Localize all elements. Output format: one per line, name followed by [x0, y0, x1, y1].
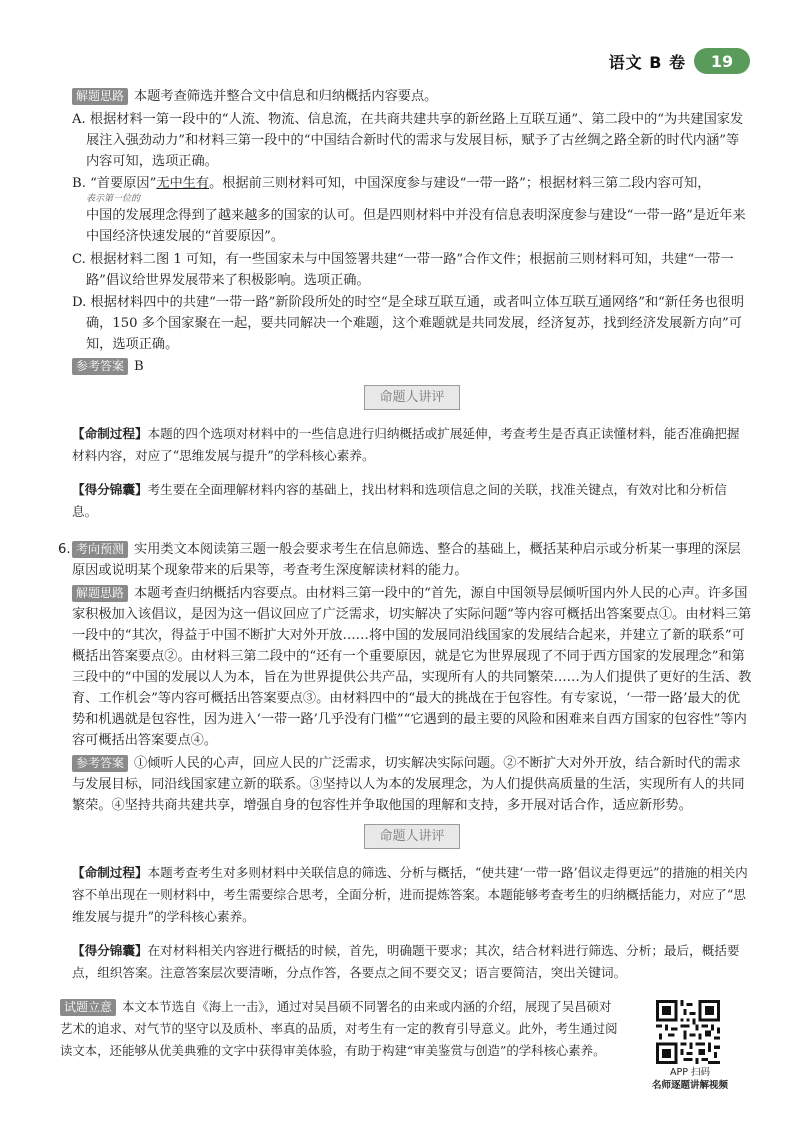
q5-option-b-underlined: 无中生有 — [156, 176, 210, 191]
q5-option-d: D. 根据材料四中的共建“一带一路”新阶段所处的时空“是全球互联互通，或者叫立体互联互通网络”和“新任务也很明确，150 多个国家聚在一起，要共同解决一个难题，这个难题就是共同发展，经济复苏，找到经济发展新方向”可知，选项正确。 — [72, 295, 745, 352]
q5-option-b-rest: 。根据前三则材料可知，中国深度参与建设“一带一路”；根据材料三第二段内容可知， — [209, 176, 711, 191]
q5-analysis-text: 本题考查筛选并整合文中信息和归纳概括内容要点。 — [134, 89, 438, 104]
q5-answer — [72, 356, 752, 377]
qr-caption-line1: APP 扫码 — [670, 1067, 710, 1078]
q6-analysis-text: 本题考查归纳概括内容要点。由材料三第一段中的“首先，源自中国领导层倾听国内外人民的心声。许多国家积极加入该倡议，是因为这一倡议回应了广泛需求，切实解决了实际问题”等内容可概括出答案要点①。由材料三第一段中的“其次，得益于中国不断扩大对外开放……将中国的发展同沿线国家的发展结合起来，并建立了新的联系”可概括出答案要点②。由材料三第二段中的“还有一个重要原因，就是它为世界展现了不同于西方国家的发展理念”和第三段中的“中国的发展以人为本，旨在为世界提供公共产品，实现所有人的共同繁荣……为人们提供了更好的生活、教育、工作机会”等内容可概括出答案要点③。由材料四中的“最大的挑战在于包容性。有专家说，‘一带一路’最大的优势和机遇就是包容性，因为进入‘一带一路’几乎没有门槛”“它遇到的最主要的风险和困难来自西方国家的包容性”等内容可概括出答案要点④。 — [72, 586, 752, 749]
intent-tag: 试题立意 — [60, 999, 116, 1016]
qr-caption — [630, 1066, 750, 1092]
page-header — [609, 48, 750, 74]
q6-number: 6. — [58, 542, 71, 558]
book-title: 语文 B 卷 — [608, 52, 686, 72]
q6-predict-tag: 考向预测 — [72, 541, 128, 558]
q5-review-banner — [72, 385, 752, 410]
q5-process-text: 本题的四个选项对材料中的一些信息进行归纳概括或扩展延伸，考查考生是否真正读懂材料，能否准确把握材料内容，对应了“思维发展与提升”的学科核心素养。 — [72, 425, 740, 463]
q6-tips-label: 【得分锦囊】 — [72, 943, 148, 959]
q5-process-label: 【命制过程】 — [72, 425, 148, 441]
main-content — [58, 86, 752, 986]
handwritten-note: 表示第一位的 — [86, 194, 141, 204]
q5-option-b-cont: 中国的发展理念得到了越来越多的国家的认可。但是四则材料中并没有信息表明深度参与建设“一带一路”是近年来中国经济快速发展的“首要原因”。 — [86, 208, 746, 244]
q5-option-c: C. 根据材料二图 1 可知，有一些国家未与中国签署共建“一带一路”合作文件；根据前三则材料可知，共建“一带一路”倡议给世界发展带来了积极影响。选项正确。 — [72, 252, 734, 288]
q5-analysis-tag: 解题思路 — [72, 88, 128, 105]
q5-tips-text: 考生要在全面理解材料内容的基础上，找出材料和选项信息之间的关联，找准关键点，有效对比和分析信息。 — [72, 482, 727, 520]
q6-tips — [72, 940, 752, 984]
intent-text: 本文本节选自《海上一击》，通过对吴昌硕不同署名的由来或内涵的介绍，展现了吴昌硕对艺术的追求、对气节的坚守以及质朴、率真的品质，对考生有一定的教育引导意义。此外，考生通过阅读文本，还能够从优美典雅的文字中获得审美体验，有助于构建“审美鉴赏与创造”的学科核心素养。 — [60, 999, 618, 1058]
q6-answer-text: ①倾听人民的心声，回应人民的广泛需求，切实解决实际问题。②不断扩大对外开放，结合新时代的需求与发展目标，同沿线国家建立新的联系。③坚持以人为本的发展理念，为人们提供高质量的生活，实现所有人的共同繁荣。④坚持共商共建共享，增强自身的包容性并争取他国的理解和支持，多开展对话合作，适应新形势。 — [72, 756, 745, 814]
q5-answer-text: B — [134, 359, 144, 374]
q5-option-b-prefix: B. — [72, 176, 91, 191]
q5-process — [72, 423, 752, 467]
q5-tips-label: 【得分锦囊】 — [72, 482, 148, 498]
q6-process-text: 本题考查考生对多则材料中关联信息的筛选、分析与概括，“使共建‘一带一路’倡议走得更远”的措施的相关内容不单出现在一则材料中，考生需要综合思考，全面分析，进而提炼答案。本题能够考查考生的归纳概括能力，对应了“思维发展与提升”的学科核心素养。 — [72, 864, 748, 924]
q6-process — [72, 862, 752, 928]
q5-option-b-quote: “首要原因” — [90, 176, 157, 191]
q6-answer-tag: 参考答案 — [72, 755, 128, 772]
q6-predict-text: 实用类文本阅读第三题一般会要求考生在信息筛选、整合的基础上，概括某种启示或分析某一事理的深层原因或说明某个现象带来的后果等，考查考生深度解读材料的能力。 — [72, 542, 741, 579]
q6-analysis — [72, 583, 752, 751]
q6-process-label: 【命制过程】 — [72, 864, 148, 880]
q6-answer — [72, 753, 752, 816]
q5-answer-tag: 参考答案 — [72, 358, 128, 375]
q5-option-a: A. 根据材料一第一段中的“人流、物流、信息流，在共商共建共享的新丝路上互联互通”、第二段中的“为共建国家发展注入强劲动力”和材料三第一段中的“中国结合新时代的需求与发展目标，赋予了古丝绸之路全新的时代内涵”等内容可知，选项正确。 — [72, 112, 744, 169]
q6-analysis-tag: 解题思路 — [72, 585, 128, 602]
q6-review-banner-label: 命题人讲评 — [364, 824, 459, 849]
qr-caption-line2: 名师逐题讲解视频 — [651, 1080, 728, 1091]
q5-tips — [72, 479, 752, 523]
page-number-badge: 19 — [694, 48, 750, 74]
q5-analysis — [72, 86, 752, 107]
question-6 — [58, 539, 752, 984]
q6-tips-text: 在对材料相关内容进行概括的时候，首先，明确题干要求；其次，结合材料进行筛选、分析；最后，概括要点，组织答案。注意答案层次要清晰，分点作答，各要点之间不要交叉；语言要简洁，突出关键词。 — [72, 943, 740, 981]
q5-option-b — [72, 173, 752, 194]
intent-footer — [60, 996, 620, 1062]
q5-review-banner-label: 命题人讲评 — [364, 385, 459, 410]
q6-review-banner — [72, 824, 752, 849]
qr-code-icon[interactable] — [656, 1000, 720, 1064]
q6-predict — [72, 539, 752, 581]
